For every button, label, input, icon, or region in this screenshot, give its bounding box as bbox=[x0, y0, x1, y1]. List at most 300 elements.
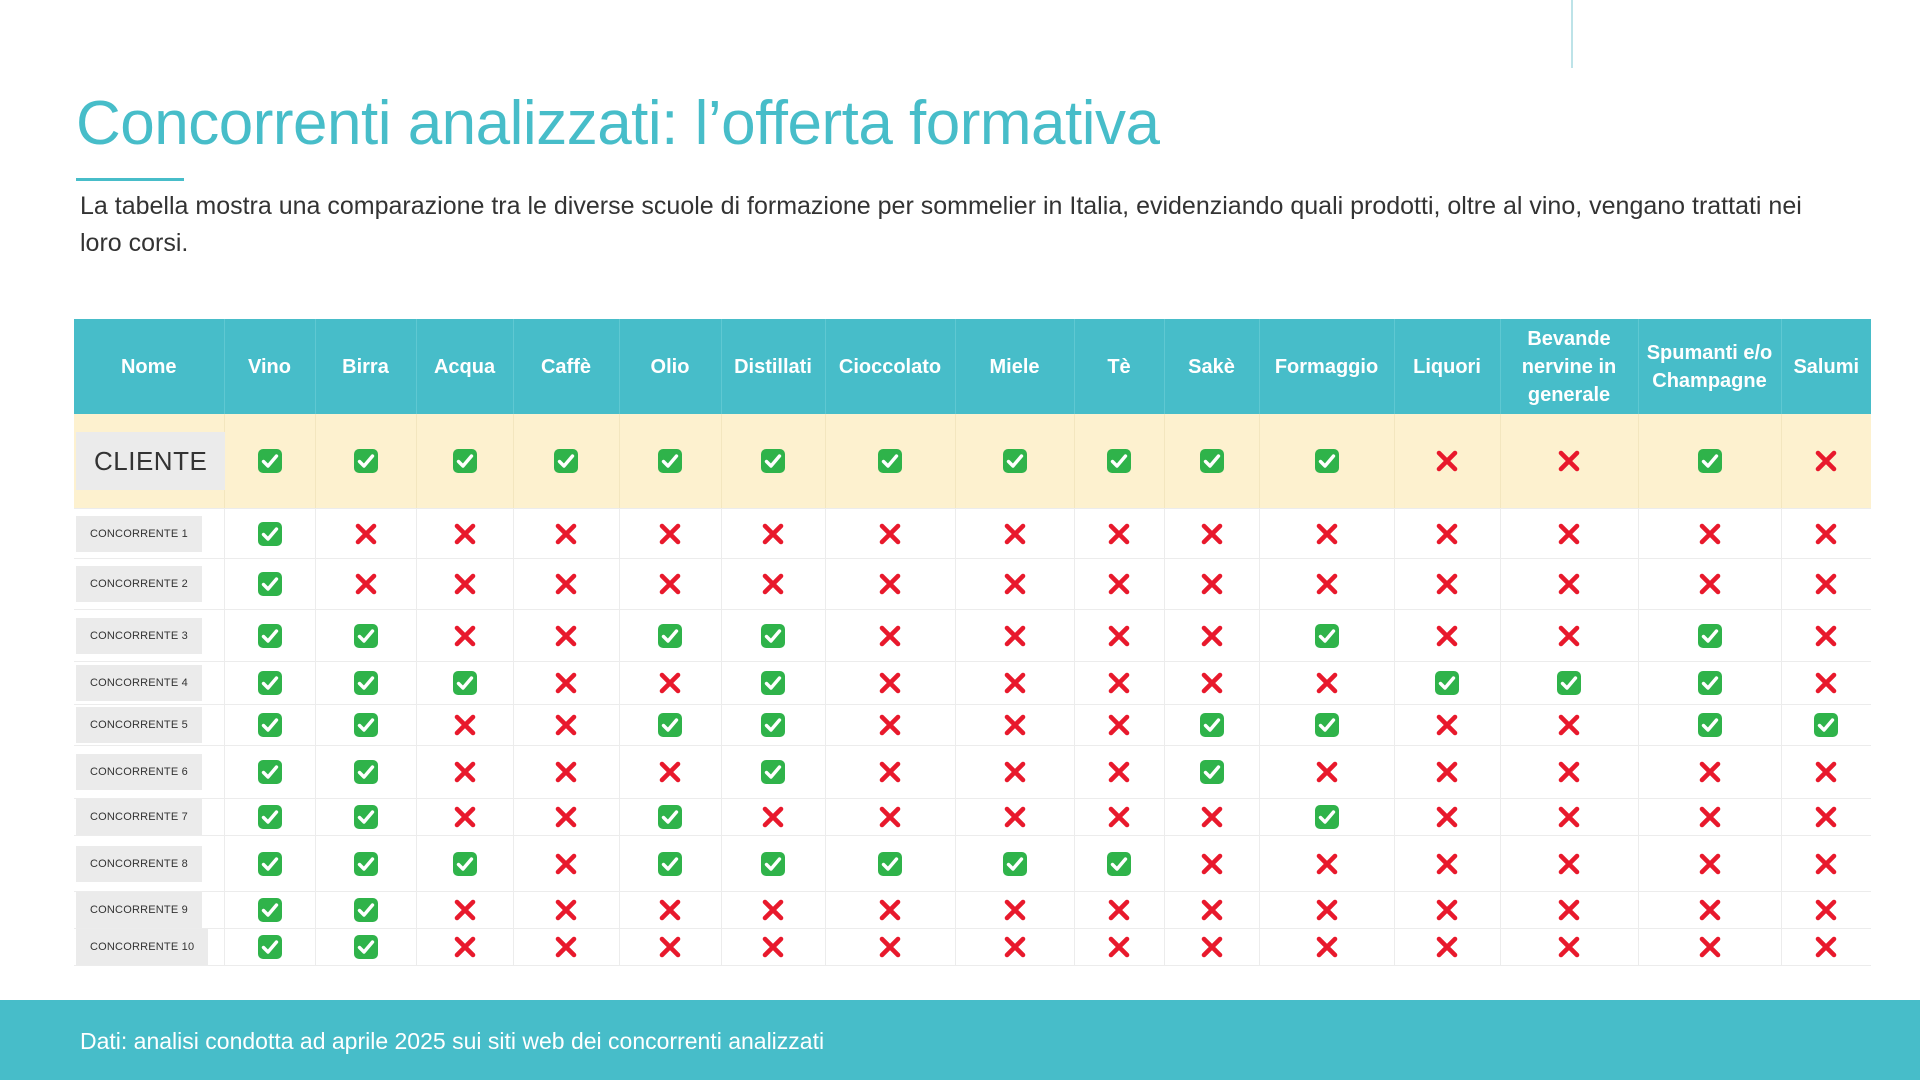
check-mark-icon bbox=[760, 716, 786, 733]
cross-mark-icon bbox=[1556, 575, 1582, 592]
cross-mark-icon bbox=[553, 525, 579, 542]
check-mark-icon bbox=[1199, 763, 1225, 780]
cross-cell bbox=[721, 559, 825, 610]
competitor-row bbox=[74, 799, 1871, 836]
check-cell bbox=[224, 929, 315, 966]
cross-mark-icon bbox=[1199, 938, 1225, 955]
cross-cell bbox=[1259, 836, 1394, 892]
cross-mark-icon bbox=[353, 525, 379, 542]
cross-mark-icon bbox=[877, 674, 903, 691]
footer-bar bbox=[0, 1000, 1920, 1080]
competitor-row bbox=[74, 559, 1871, 610]
cross-mark-icon bbox=[1199, 575, 1225, 592]
name-cell bbox=[74, 746, 224, 799]
cross-mark-icon bbox=[1697, 575, 1723, 592]
cross-cell bbox=[513, 662, 619, 705]
cross-mark-icon bbox=[657, 763, 683, 780]
cross-cell bbox=[1259, 892, 1394, 929]
row-name-label: CONCORRENTE 2 bbox=[76, 566, 202, 602]
cross-cell bbox=[1394, 509, 1500, 559]
row-name-label: CONCORRENTE 7 bbox=[76, 799, 202, 835]
cross-mark-icon bbox=[1556, 808, 1582, 825]
cross-mark-icon bbox=[1813, 938, 1839, 955]
check-cell bbox=[721, 414, 825, 509]
name-cell bbox=[74, 610, 224, 662]
row-name-label: CONCORRENTE 8 bbox=[76, 846, 202, 882]
cross-cell bbox=[955, 799, 1074, 836]
cross-cell bbox=[1781, 509, 1871, 559]
check-mark-icon bbox=[452, 855, 478, 872]
cross-cell bbox=[1164, 892, 1259, 929]
name-cell bbox=[74, 662, 224, 705]
check-cell bbox=[315, 610, 416, 662]
cross-mark-icon bbox=[1434, 716, 1460, 733]
cross-mark-icon bbox=[1199, 855, 1225, 872]
check-mark-icon bbox=[1697, 452, 1723, 469]
cross-mark-icon bbox=[877, 808, 903, 825]
name-cell bbox=[74, 559, 224, 610]
cross-mark-icon bbox=[553, 855, 579, 872]
cross-cell bbox=[1781, 662, 1871, 705]
cross-mark-icon bbox=[1199, 627, 1225, 644]
cross-cell bbox=[1394, 705, 1500, 746]
cross-cell bbox=[1781, 610, 1871, 662]
cross-mark-icon bbox=[1314, 901, 1340, 918]
cross-cell bbox=[1500, 799, 1638, 836]
cross-mark-icon bbox=[353, 575, 379, 592]
cross-cell bbox=[619, 662, 721, 705]
cross-mark-icon bbox=[1813, 627, 1839, 644]
table-header-row bbox=[74, 319, 1871, 414]
check-mark-icon bbox=[257, 627, 283, 644]
comparison-table bbox=[74, 319, 1871, 966]
check-cell bbox=[619, 610, 721, 662]
row-name-label: CONCORRENTE 5 bbox=[76, 707, 202, 743]
check-cell bbox=[1164, 414, 1259, 509]
cross-mark-icon bbox=[1002, 938, 1028, 955]
cross-mark-icon bbox=[1106, 575, 1132, 592]
cross-mark-icon bbox=[553, 627, 579, 644]
check-cell bbox=[416, 662, 513, 705]
cross-cell bbox=[825, 559, 955, 610]
cross-mark-icon bbox=[877, 525, 903, 542]
check-cell bbox=[224, 610, 315, 662]
cross-cell bbox=[825, 509, 955, 559]
cross-cell bbox=[825, 929, 955, 966]
check-mark-icon bbox=[760, 855, 786, 872]
check-mark-icon bbox=[657, 716, 683, 733]
cross-mark-icon bbox=[1106, 763, 1132, 780]
row-name-label: CONCORRENTE 9 bbox=[76, 892, 202, 928]
cross-mark-icon bbox=[1002, 674, 1028, 691]
cross-cell bbox=[1394, 929, 1500, 966]
check-cell bbox=[315, 705, 416, 746]
cross-mark-icon bbox=[1434, 938, 1460, 955]
check-cell bbox=[224, 836, 315, 892]
check-mark-icon bbox=[353, 452, 379, 469]
cross-cell bbox=[1500, 705, 1638, 746]
name-cell bbox=[74, 414, 224, 509]
cross-mark-icon bbox=[1556, 938, 1582, 955]
cross-cell bbox=[1164, 799, 1259, 836]
cross-cell bbox=[1394, 892, 1500, 929]
cross-cell bbox=[825, 705, 955, 746]
cross-cell bbox=[619, 559, 721, 610]
cross-cell bbox=[721, 509, 825, 559]
cross-mark-icon bbox=[1106, 808, 1132, 825]
cross-cell bbox=[1638, 509, 1781, 559]
check-cell bbox=[721, 662, 825, 705]
check-mark-icon bbox=[1314, 716, 1340, 733]
cross-mark-icon bbox=[553, 763, 579, 780]
check-mark-icon bbox=[1697, 674, 1723, 691]
cross-mark-icon bbox=[1813, 525, 1839, 542]
row-name-label: CONCORRENTE 3 bbox=[76, 618, 202, 654]
cross-mark-icon bbox=[877, 901, 903, 918]
cross-mark-icon bbox=[1314, 855, 1340, 872]
cross-cell bbox=[1164, 929, 1259, 966]
cross-mark-icon bbox=[1314, 525, 1340, 542]
cross-cell bbox=[1074, 662, 1164, 705]
check-mark-icon bbox=[1556, 674, 1582, 691]
cross-cell bbox=[513, 610, 619, 662]
competitor-row bbox=[74, 836, 1871, 892]
cross-cell bbox=[416, 929, 513, 966]
check-mark-icon bbox=[1106, 855, 1132, 872]
cross-cell bbox=[955, 892, 1074, 929]
cross-cell bbox=[513, 509, 619, 559]
cross-mark-icon bbox=[1556, 763, 1582, 780]
check-mark-icon bbox=[760, 627, 786, 644]
cross-cell bbox=[513, 705, 619, 746]
cross-cell bbox=[825, 662, 955, 705]
check-cell bbox=[1259, 705, 1394, 746]
cross-cell bbox=[1500, 610, 1638, 662]
column-header: Tè bbox=[1074, 319, 1164, 414]
check-mark-icon bbox=[760, 763, 786, 780]
cross-cell bbox=[1259, 746, 1394, 799]
cross-cell bbox=[1781, 746, 1871, 799]
column-header: Nome bbox=[74, 319, 224, 414]
check-mark-icon bbox=[657, 855, 683, 872]
row-name-label: CONCORRENTE 10 bbox=[76, 929, 208, 965]
cross-cell bbox=[513, 929, 619, 966]
name-cell bbox=[74, 705, 224, 746]
cross-mark-icon bbox=[1697, 855, 1723, 872]
cross-cell bbox=[1164, 509, 1259, 559]
cross-mark-icon bbox=[1813, 808, 1839, 825]
cross-cell bbox=[955, 746, 1074, 799]
cross-mark-icon bbox=[1434, 452, 1460, 469]
column-header: Spumanti e/o Champagne bbox=[1638, 319, 1781, 414]
check-mark-icon bbox=[657, 452, 683, 469]
footer-note: Dati: analisi condotta ad aprile 2025 sui siti web dei concorrenti analizzati bbox=[80, 1028, 825, 1054]
cross-cell bbox=[1074, 929, 1164, 966]
top-divider-line bbox=[1571, 0, 1573, 68]
check-mark-icon bbox=[257, 808, 283, 825]
cross-mark-icon bbox=[1813, 855, 1839, 872]
cross-mark-icon bbox=[452, 525, 478, 542]
column-header: Birra bbox=[315, 319, 416, 414]
check-mark-icon bbox=[257, 452, 283, 469]
cross-cell bbox=[1781, 929, 1871, 966]
row-name-label: CONCORRENTE 4 bbox=[76, 665, 202, 701]
cross-cell bbox=[1638, 559, 1781, 610]
check-cell bbox=[315, 799, 416, 836]
cross-mark-icon bbox=[1813, 901, 1839, 918]
check-mark-icon bbox=[353, 808, 379, 825]
cross-mark-icon bbox=[877, 716, 903, 733]
check-cell bbox=[1259, 799, 1394, 836]
row-name-label: CLIENTE bbox=[76, 432, 225, 490]
check-mark-icon bbox=[657, 808, 683, 825]
competitor-row bbox=[74, 705, 1871, 746]
cross-mark-icon bbox=[1002, 901, 1028, 918]
column-header: Caffè bbox=[513, 319, 619, 414]
check-cell bbox=[721, 836, 825, 892]
check-cell bbox=[955, 414, 1074, 509]
cross-mark-icon bbox=[1106, 938, 1132, 955]
check-cell bbox=[224, 746, 315, 799]
cross-mark-icon bbox=[1697, 525, 1723, 542]
check-cell bbox=[416, 836, 513, 892]
check-mark-icon bbox=[353, 627, 379, 644]
check-cell bbox=[1638, 705, 1781, 746]
cross-mark-icon bbox=[1002, 808, 1028, 825]
check-mark-icon bbox=[1434, 674, 1460, 691]
cross-mark-icon bbox=[1199, 525, 1225, 542]
check-cell bbox=[825, 414, 955, 509]
column-header: Liquori bbox=[1394, 319, 1500, 414]
cross-cell bbox=[1074, 892, 1164, 929]
cross-cell bbox=[1500, 929, 1638, 966]
check-mark-icon bbox=[1002, 855, 1028, 872]
cross-cell bbox=[955, 610, 1074, 662]
check-mark-icon bbox=[353, 855, 379, 872]
cross-cell bbox=[1638, 929, 1781, 966]
check-cell bbox=[721, 610, 825, 662]
cross-mark-icon bbox=[1106, 674, 1132, 691]
competitor-row bbox=[74, 746, 1871, 799]
cross-cell bbox=[825, 799, 955, 836]
cross-cell bbox=[955, 929, 1074, 966]
cross-cell bbox=[416, 892, 513, 929]
column-header: Vino bbox=[224, 319, 315, 414]
column-header: Acqua bbox=[416, 319, 513, 414]
cross-mark-icon bbox=[1199, 674, 1225, 691]
cross-mark-icon bbox=[1556, 452, 1582, 469]
competitor-row bbox=[74, 662, 1871, 705]
check-cell bbox=[619, 836, 721, 892]
cross-cell bbox=[721, 799, 825, 836]
competitor-row bbox=[74, 929, 1871, 966]
cross-mark-icon bbox=[1556, 855, 1582, 872]
check-mark-icon bbox=[257, 575, 283, 592]
check-mark-icon bbox=[760, 452, 786, 469]
cross-mark-icon bbox=[1556, 525, 1582, 542]
check-cell bbox=[1638, 662, 1781, 705]
cross-cell bbox=[416, 705, 513, 746]
check-cell bbox=[619, 414, 721, 509]
cross-mark-icon bbox=[760, 808, 786, 825]
cross-mark-icon bbox=[1697, 808, 1723, 825]
check-mark-icon bbox=[877, 452, 903, 469]
cross-mark-icon bbox=[1002, 575, 1028, 592]
check-cell bbox=[955, 836, 1074, 892]
cross-mark-icon bbox=[553, 716, 579, 733]
cross-cell bbox=[513, 746, 619, 799]
cross-mark-icon bbox=[1813, 452, 1839, 469]
cross-cell bbox=[1781, 892, 1871, 929]
check-mark-icon bbox=[452, 452, 478, 469]
cross-cell bbox=[1259, 662, 1394, 705]
cross-cell bbox=[825, 892, 955, 929]
cross-mark-icon bbox=[657, 525, 683, 542]
cross-cell bbox=[416, 610, 513, 662]
check-mark-icon bbox=[657, 627, 683, 644]
table-body bbox=[74, 414, 1871, 966]
check-mark-icon bbox=[353, 716, 379, 733]
cross-cell bbox=[1500, 559, 1638, 610]
cross-mark-icon bbox=[760, 525, 786, 542]
check-cell bbox=[619, 799, 721, 836]
check-cell bbox=[315, 892, 416, 929]
cross-mark-icon bbox=[657, 575, 683, 592]
cross-cell bbox=[1394, 836, 1500, 892]
cross-cell bbox=[1074, 559, 1164, 610]
cross-mark-icon bbox=[1434, 808, 1460, 825]
check-mark-icon bbox=[257, 938, 283, 955]
cross-cell bbox=[513, 799, 619, 836]
cross-mark-icon bbox=[877, 575, 903, 592]
check-mark-icon bbox=[257, 674, 283, 691]
column-header: Cioccolato bbox=[825, 319, 955, 414]
check-mark-icon bbox=[1697, 716, 1723, 733]
cross-mark-icon bbox=[1434, 627, 1460, 644]
cross-mark-icon bbox=[1314, 674, 1340, 691]
cross-cell bbox=[1074, 746, 1164, 799]
cross-cell bbox=[1394, 799, 1500, 836]
cross-mark-icon bbox=[553, 938, 579, 955]
cross-cell bbox=[315, 509, 416, 559]
cross-cell bbox=[416, 509, 513, 559]
cross-mark-icon bbox=[1556, 627, 1582, 644]
name-cell bbox=[74, 836, 224, 892]
check-mark-icon bbox=[1314, 452, 1340, 469]
column-header: Miele bbox=[955, 319, 1074, 414]
check-mark-icon bbox=[257, 716, 283, 733]
cross-cell bbox=[416, 799, 513, 836]
cross-cell bbox=[1259, 509, 1394, 559]
cross-cell bbox=[1638, 746, 1781, 799]
cross-cell bbox=[721, 892, 825, 929]
cross-mark-icon bbox=[657, 938, 683, 955]
column-header: Bevande nervine in generale bbox=[1500, 319, 1638, 414]
check-cell bbox=[224, 662, 315, 705]
cross-mark-icon bbox=[1434, 901, 1460, 918]
competitor-row bbox=[74, 892, 1871, 929]
check-cell bbox=[721, 705, 825, 746]
cross-cell bbox=[619, 929, 721, 966]
check-mark-icon bbox=[353, 938, 379, 955]
check-mark-icon bbox=[257, 901, 283, 918]
check-cell bbox=[513, 414, 619, 509]
check-cell bbox=[721, 746, 825, 799]
cross-cell bbox=[416, 559, 513, 610]
check-cell bbox=[1164, 705, 1259, 746]
check-cell bbox=[825, 836, 955, 892]
row-name-label: CONCORRENTE 6 bbox=[76, 754, 202, 790]
cross-cell bbox=[955, 509, 1074, 559]
competitor-row bbox=[74, 509, 1871, 559]
check-mark-icon bbox=[553, 452, 579, 469]
check-cell bbox=[1164, 746, 1259, 799]
cross-mark-icon bbox=[1697, 901, 1723, 918]
cross-mark-icon bbox=[553, 901, 579, 918]
check-cell bbox=[1074, 414, 1164, 509]
cross-mark-icon bbox=[553, 575, 579, 592]
row-name-label: CONCORRENTE 1 bbox=[76, 516, 202, 552]
cross-cell bbox=[1500, 892, 1638, 929]
check-mark-icon bbox=[353, 763, 379, 780]
cross-mark-icon bbox=[760, 938, 786, 955]
column-header: Salumi bbox=[1781, 319, 1871, 414]
cross-mark-icon bbox=[452, 763, 478, 780]
check-mark-icon bbox=[1314, 808, 1340, 825]
title-underline bbox=[76, 178, 184, 181]
check-mark-icon bbox=[1106, 452, 1132, 469]
check-mark-icon bbox=[353, 674, 379, 691]
cross-mark-icon bbox=[553, 674, 579, 691]
cross-mark-icon bbox=[760, 901, 786, 918]
cross-mark-icon bbox=[1434, 575, 1460, 592]
column-header: Sakè bbox=[1164, 319, 1259, 414]
cross-mark-icon bbox=[657, 674, 683, 691]
cross-mark-icon bbox=[1106, 716, 1132, 733]
check-cell bbox=[224, 799, 315, 836]
cross-cell bbox=[825, 746, 955, 799]
cross-cell bbox=[1781, 799, 1871, 836]
cross-cell bbox=[1164, 559, 1259, 610]
column-header: Formaggio bbox=[1259, 319, 1394, 414]
cross-cell bbox=[1394, 414, 1500, 509]
check-mark-icon bbox=[452, 674, 478, 691]
check-cell bbox=[1638, 414, 1781, 509]
cross-cell bbox=[1074, 509, 1164, 559]
column-header: Olio bbox=[619, 319, 721, 414]
check-cell bbox=[416, 414, 513, 509]
cross-cell bbox=[955, 662, 1074, 705]
cross-mark-icon bbox=[452, 938, 478, 955]
cross-mark-icon bbox=[877, 938, 903, 955]
cross-mark-icon bbox=[1199, 901, 1225, 918]
check-mark-icon bbox=[257, 763, 283, 780]
cross-cell bbox=[1394, 559, 1500, 610]
check-cell bbox=[315, 929, 416, 966]
cross-cell bbox=[416, 746, 513, 799]
cross-mark-icon bbox=[1556, 901, 1582, 918]
cross-mark-icon bbox=[1813, 674, 1839, 691]
check-cell bbox=[315, 746, 416, 799]
cross-mark-icon bbox=[452, 808, 478, 825]
cross-mark-icon bbox=[877, 763, 903, 780]
cross-mark-icon bbox=[1002, 525, 1028, 542]
cross-cell bbox=[1781, 836, 1871, 892]
cross-mark-icon bbox=[1106, 901, 1132, 918]
cross-cell bbox=[1638, 836, 1781, 892]
name-cell bbox=[74, 509, 224, 559]
cross-cell bbox=[1074, 705, 1164, 746]
